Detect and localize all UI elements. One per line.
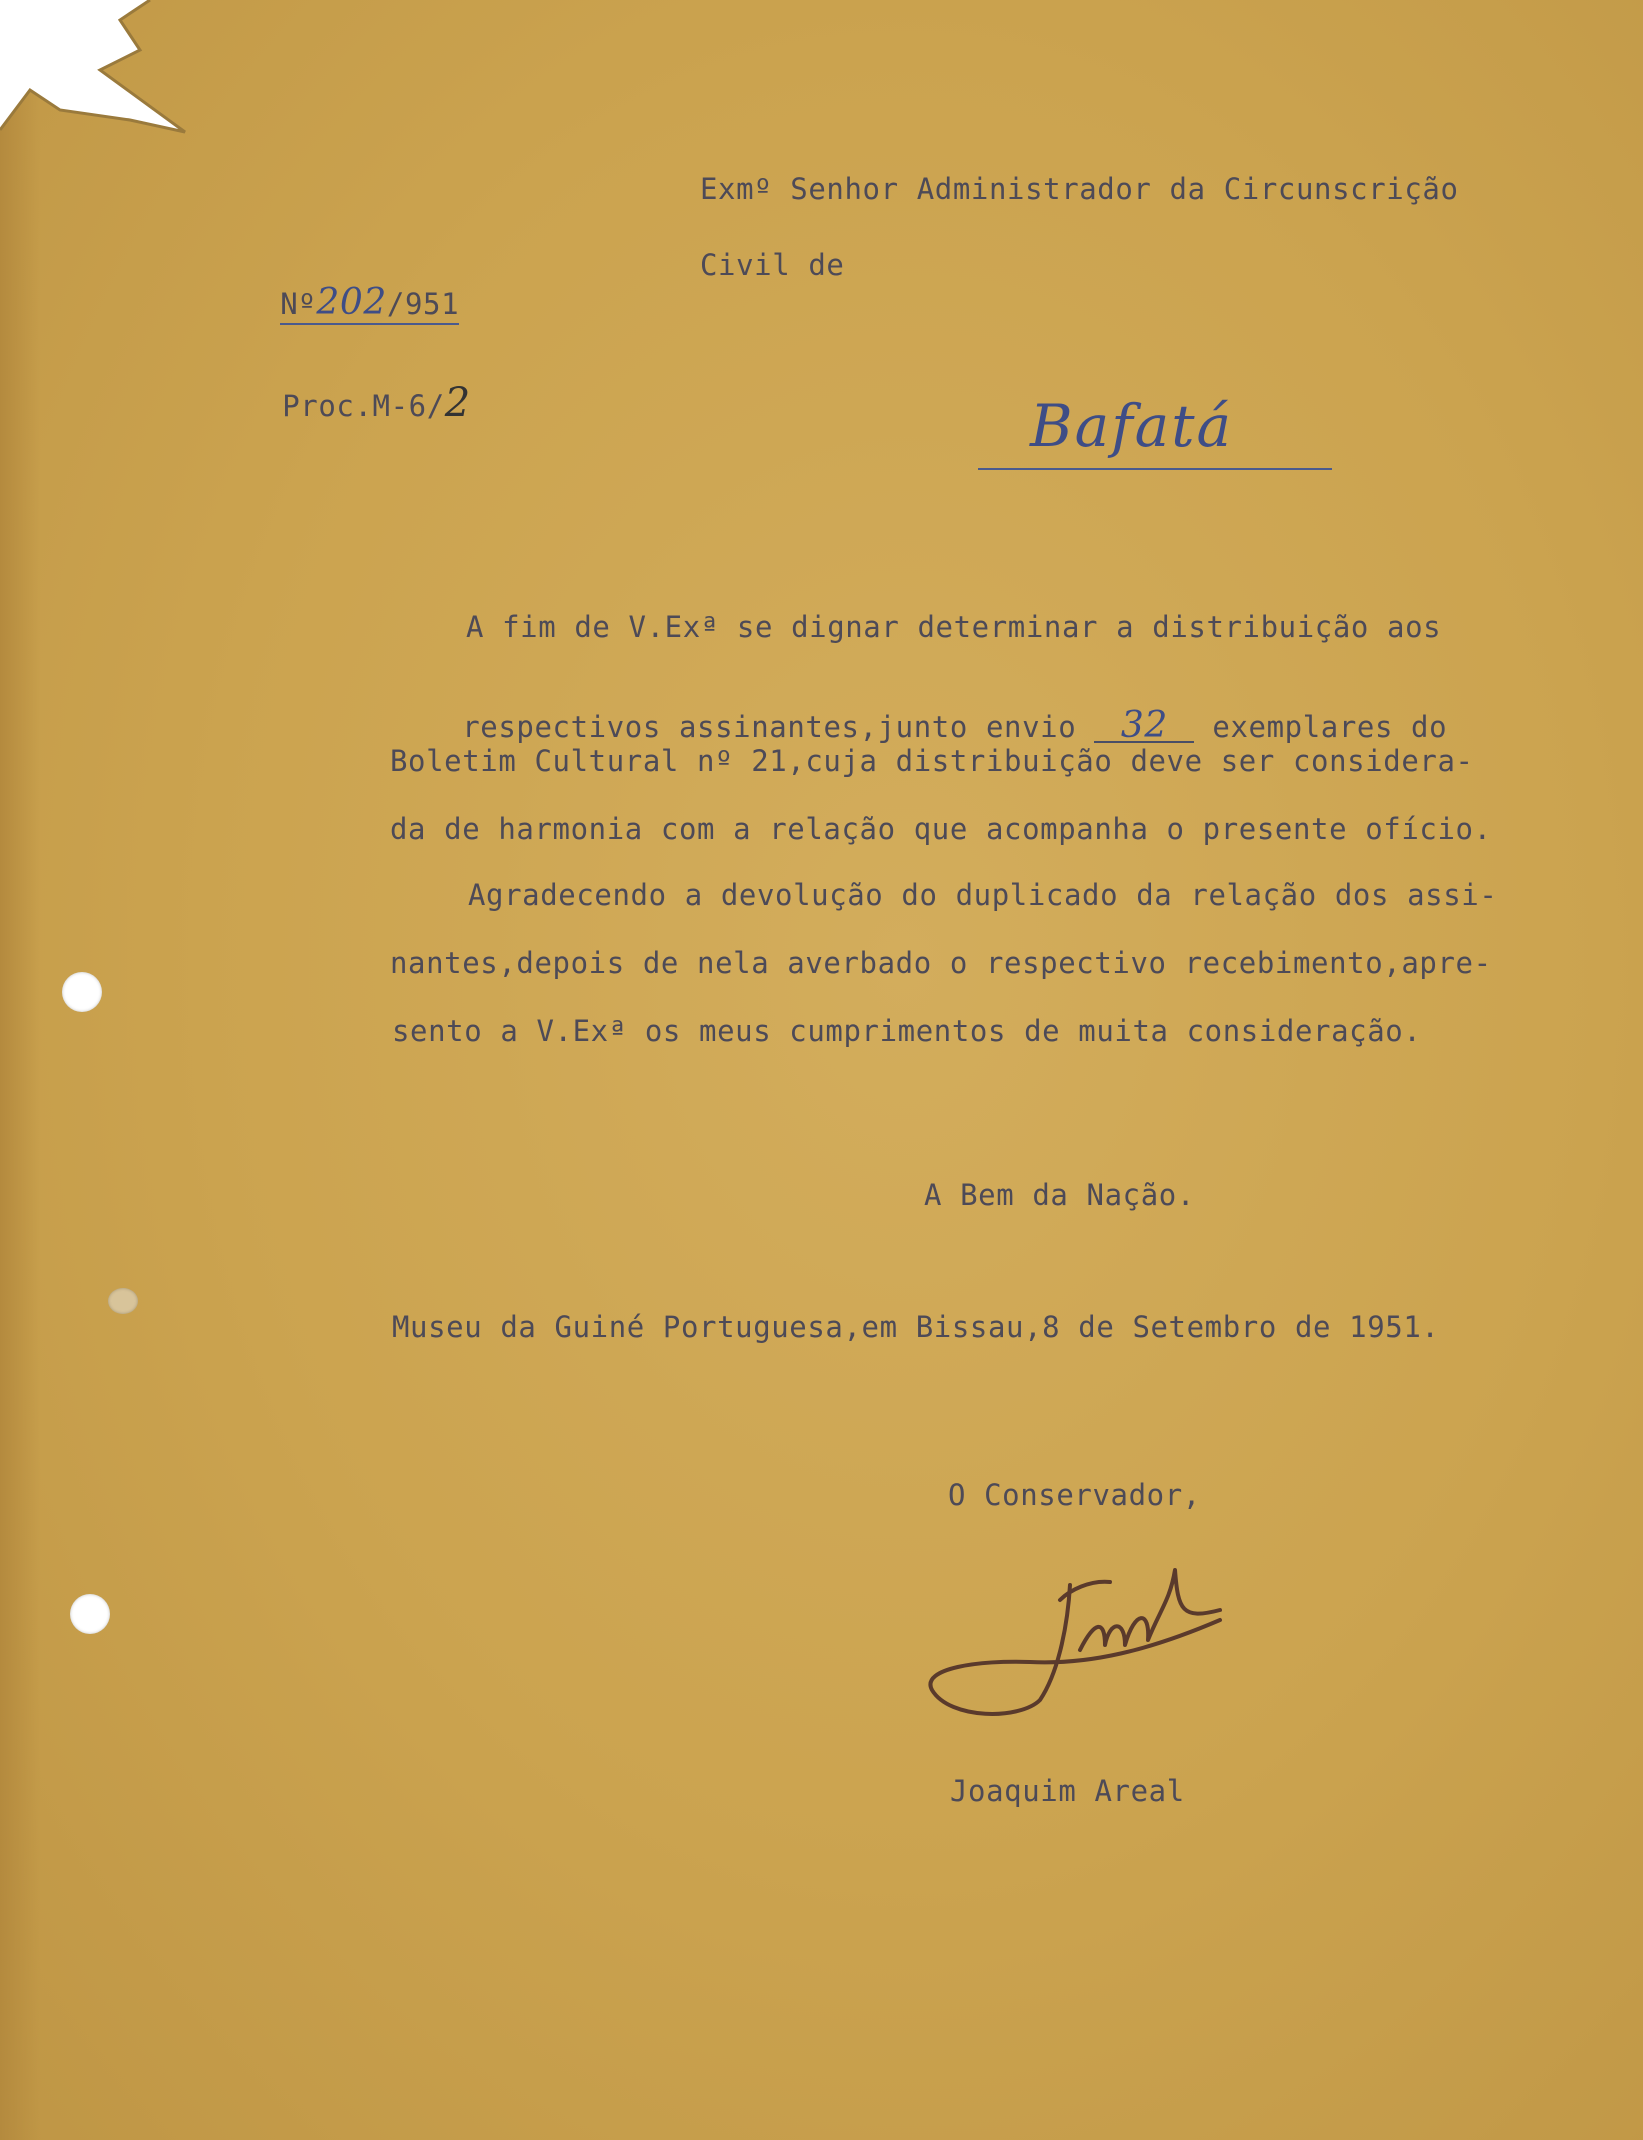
punch-hole-middle xyxy=(108,1288,138,1314)
body-p1-line-1: A fim de V.Exª se dignar determinar a distribuição aos xyxy=(466,610,1442,644)
body-p2-line-1: Agradecendo a devolução do duplicado da relação dos assi- xyxy=(468,878,1498,912)
document-number-underline xyxy=(280,282,459,325)
document-number-prefix: Nº xyxy=(280,287,317,321)
paper-edge-shading xyxy=(0,0,40,2140)
punch-hole-top xyxy=(62,972,102,1012)
document-number xyxy=(208,248,459,359)
body-p1-line-2-after: exemplares do xyxy=(1194,710,1448,744)
body-p2-line-3: sento a V.Exª os meus cumprimentos de muita consideração. xyxy=(392,1014,1422,1048)
process-reference xyxy=(210,346,471,460)
body-p2-line-2: nantes,depois de nela averbado o respectivo recebimento,apre- xyxy=(390,946,1492,980)
addressee-line-2: Civil de xyxy=(700,248,845,282)
body-p1-line-4: da de harmonia com a relação que acompanha o presente ofício. xyxy=(390,812,1492,846)
copies-count-handwritten: 32 xyxy=(1094,711,1194,743)
body-p1-line-2-before: respectivos assinantes,junto envio xyxy=(462,710,1095,744)
signatory-name: Joaquim Areal xyxy=(950,1774,1185,1808)
punch-hole-bottom xyxy=(70,1594,110,1634)
process-handwritten: 2 xyxy=(444,380,471,426)
salutation: A Bem da Nação. xyxy=(924,1178,1195,1212)
place-and-date: Museu da Guiné Portuguesa,em Bissau,8 de Setembro de 1951. xyxy=(392,1310,1440,1344)
body-p1-line-3: Boletim Cultural nº 21,cuja distribuição deve ser considera- xyxy=(390,744,1474,778)
document-number-suffix: /951 xyxy=(386,287,460,321)
signature xyxy=(920,1550,1250,1720)
document-number-handwritten: 202 xyxy=(316,282,387,323)
signatory-title: O Conservador, xyxy=(948,1478,1201,1512)
addressee-place-handwritten: Bafatá xyxy=(1030,392,1234,460)
addressee-place-underline xyxy=(978,468,1332,470)
addressee-line-1: Exmº Senhor Administrador da Circunscrição xyxy=(700,172,1459,206)
process-prefix: Proc.M-6/ xyxy=(282,389,445,423)
torn-corner xyxy=(0,0,220,170)
